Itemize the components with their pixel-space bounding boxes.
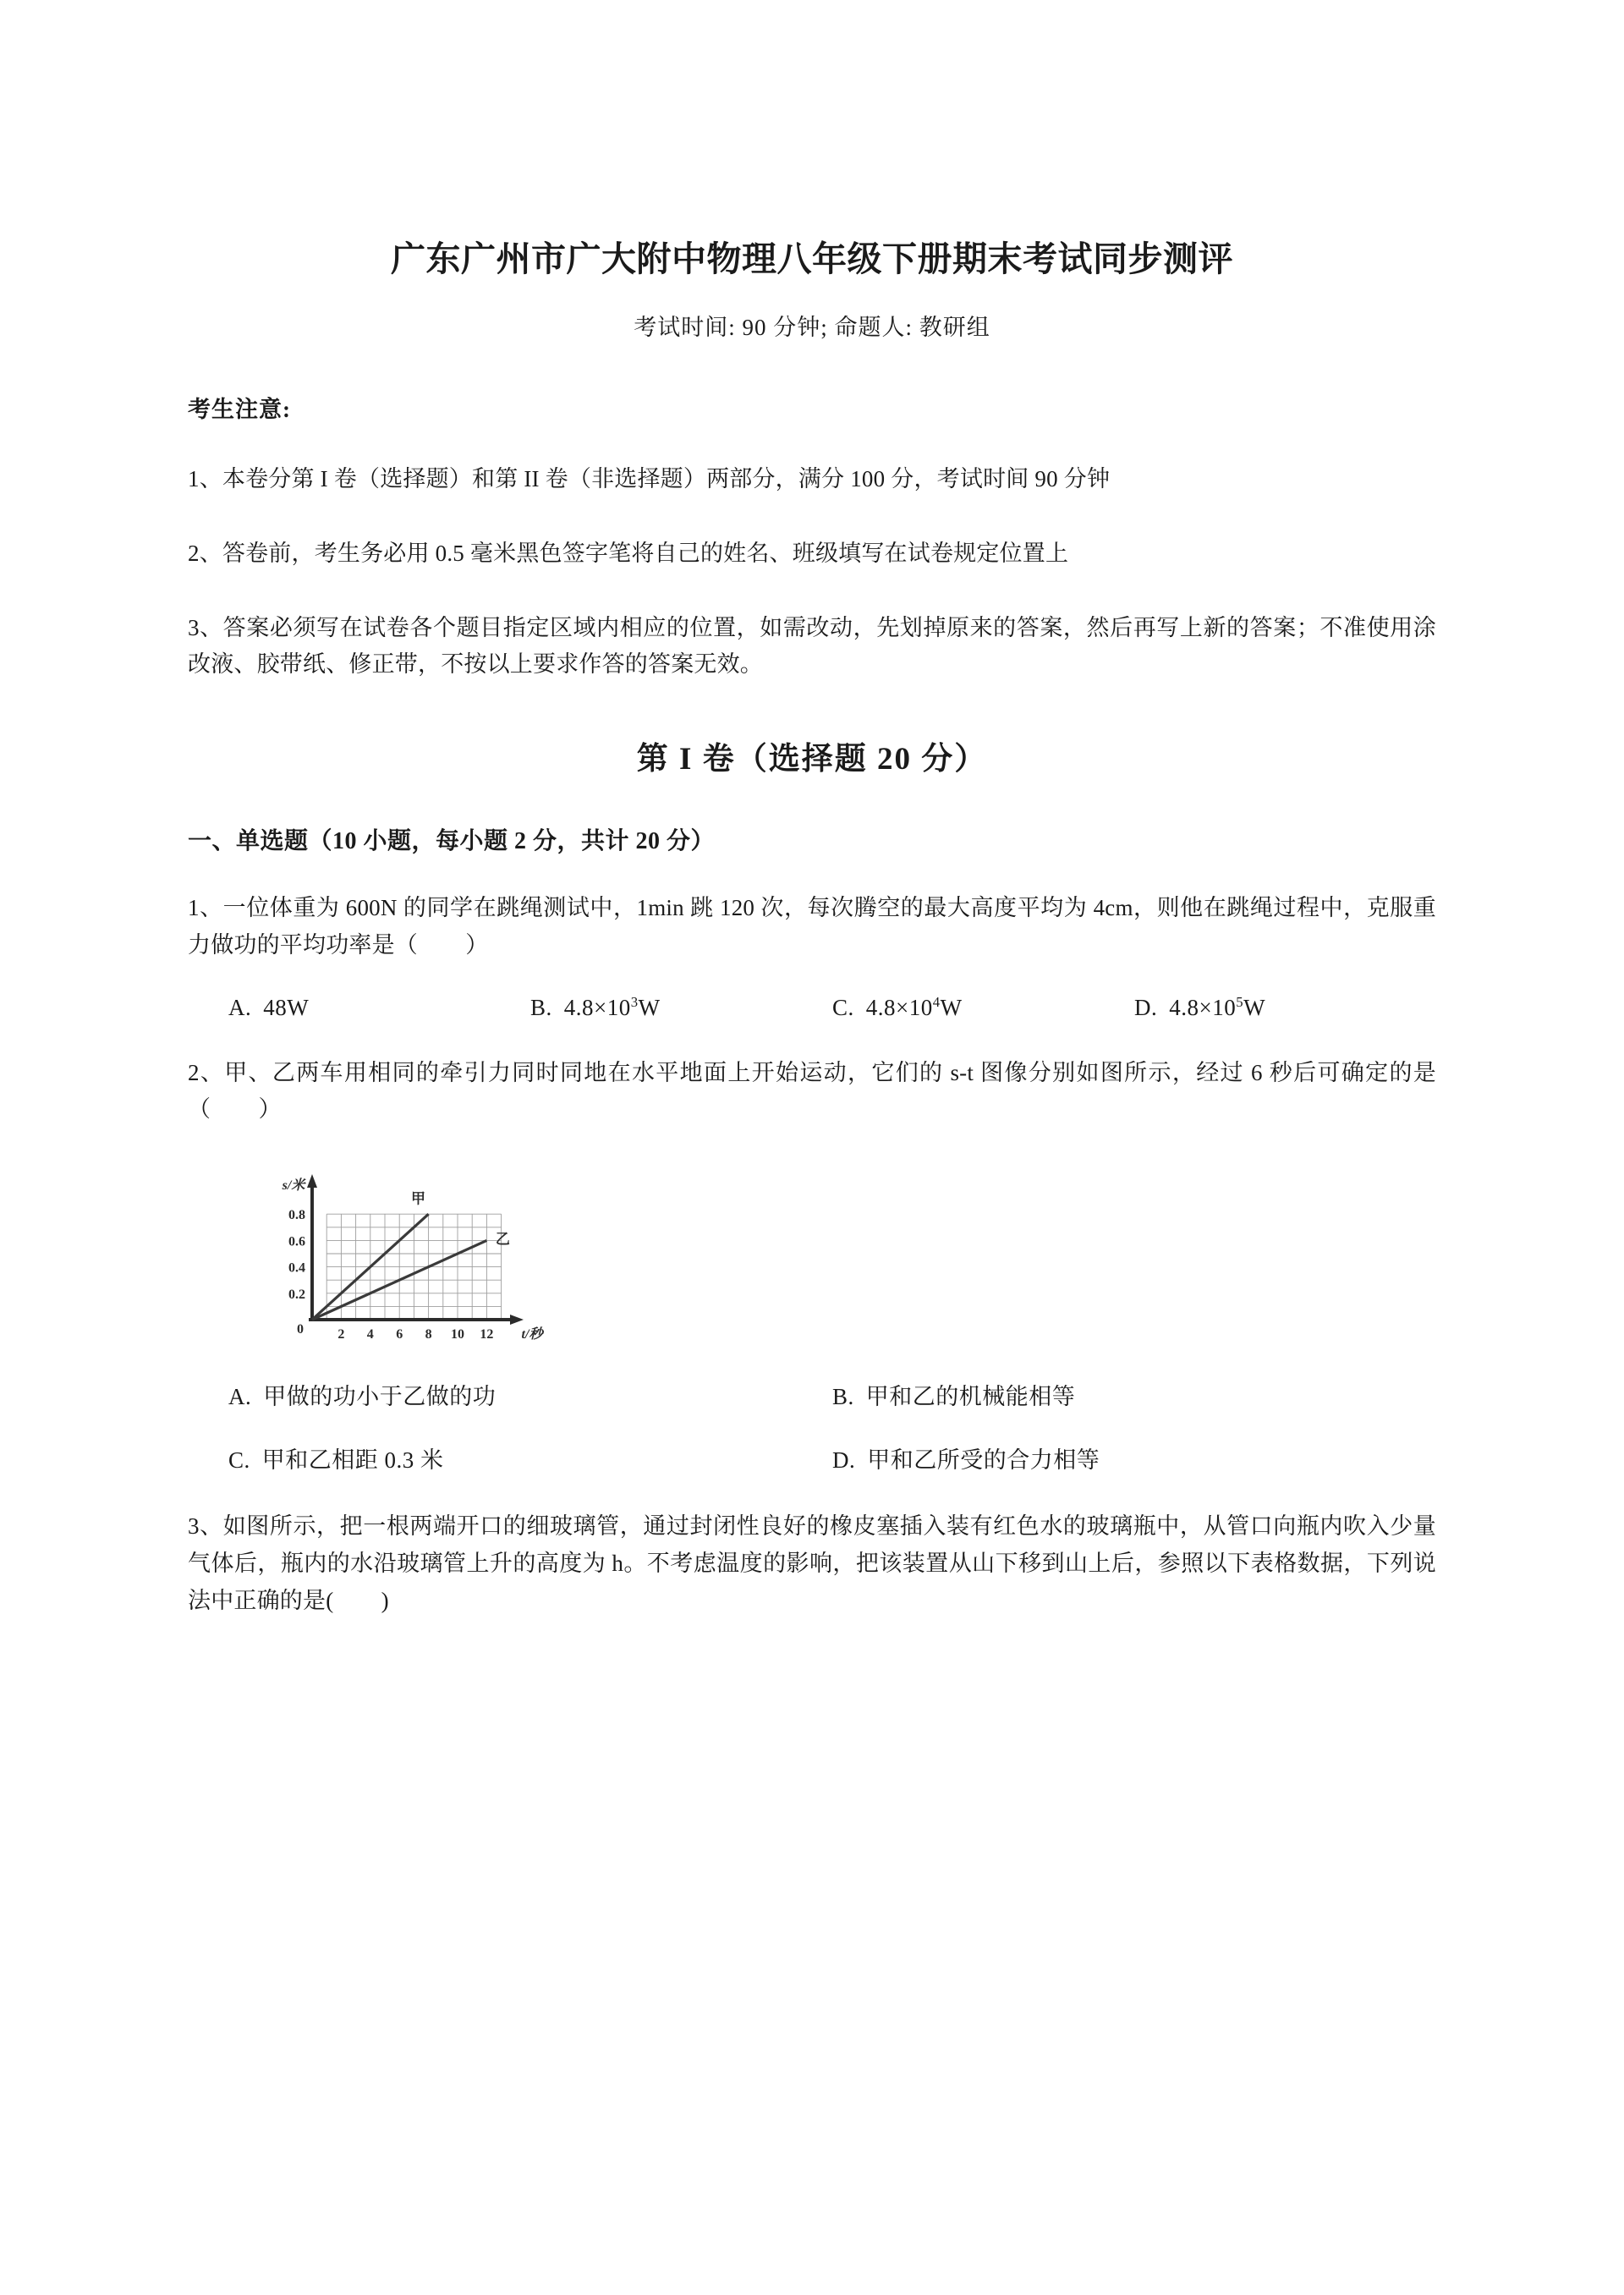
question-3-tail: ) — [381, 1587, 389, 1613]
y-tick-label: 0.4 — [288, 1260, 305, 1276]
question-2-text — [188, 1021, 1436, 1128]
option-1-b[interactable]: B. $4.8\times 10^3W$ — [530, 993, 661, 1020]
notice-item-1: 1、本卷分第 I 卷（选择题）和第 II 卷（非选择题）两部分，满分 100 分，考试时间 90 分钟 — [188, 466, 1111, 492]
x-tick-label: 8 — [425, 1327, 432, 1342]
candidate-notice-heading: 考生注意: — [188, 397, 291, 423]
question-2-body: 甲、乙两车用相同的牵引力同时同地在水平地面上开始运动，它们的 s-t 图像分别如图所示，经过 6 秒后可确定的是（ — [188, 1059, 1436, 1123]
page-title: 广东广州市广大附中物理八年级下册期末考试同步测评 — [391, 239, 1233, 278]
y-tick-label: 0.6 — [288, 1234, 305, 1249]
question-3-text — [188, 1474, 1436, 1619]
question-1-number: 1、 — [188, 895, 223, 921]
question-1-text — [188, 856, 1436, 964]
notice-item-3: 3、答案必须写在试卷各个题目指定区域内相应的位置，如需改动，先划掉原来的答案，然后再写上新的答案；不准使用涂改液、胶带纸、修正带，不按以上要求作答的答案无效。 — [188, 614, 1436, 678]
question-2-tail: ） — [258, 1096, 282, 1123]
question-2-figure — [188, 1128, 1436, 1348]
question-1-options — [188, 964, 1436, 1021]
series-label-jia: 甲 — [411, 1190, 426, 1207]
origin-label: 0 — [297, 1322, 304, 1337]
chart-gridlines — [326, 1214, 501, 1320]
st-graph-chart — [260, 1166, 551, 1348]
option-1-c[interactable]: C. $4.8\times 10^4W$ — [832, 993, 963, 1020]
option-1-a[interactable]: A. 48W — [228, 994, 310, 1020]
option-2-a[interactable]: A. 甲做的功小于乙做的功 — [228, 1384, 497, 1410]
option-2-c[interactable]: C. 甲和乙相距 0.3 米 — [228, 1447, 444, 1474]
x-tick-label: 6 — [396, 1327, 403, 1342]
x-tick-label: 10 — [451, 1327, 464, 1342]
exam-meta-subtitle: 考试时间: 90 分钟; 命题人: 教研组 — [634, 315, 990, 341]
question-2-number: 2、 — [188, 1059, 225, 1085]
option-2-b[interactable]: B. 甲和乙的机械能相等 — [832, 1384, 1076, 1410]
x-tick-label: 4 — [366, 1327, 374, 1342]
question-2-options-row-1 — [188, 1348, 1436, 1411]
question-2-options-row-2 — [188, 1411, 1436, 1474]
volume-heading: 第 I 卷（选择题 20 分） — [636, 742, 988, 777]
question-1-tail: ） — [465, 931, 489, 958]
x-tick-label: 12 — [480, 1327, 494, 1342]
y-tick-label: 0.8 — [288, 1208, 305, 1223]
section-heading: 一、单选题（10 小题，每小题 2 分，共计 20 分） — [188, 828, 716, 855]
y-axis-label: s/米 — [282, 1178, 305, 1194]
notice-item-2: 2、答卷前，考生务必用 0.5 毫米黑色签字笔将自己的姓名、班级填写在试卷规定位置上 — [188, 540, 1069, 566]
question-3-number: 3、 — [188, 1513, 223, 1540]
st-graph-svg — [260, 1166, 551, 1348]
option-2-d[interactable]: D. 甲和乙所受的合力相等 — [832, 1447, 1100, 1474]
question-3-body: 如图所示，把一根两端开口的细玻璃管，通过封闭性良好的橡皮塞插入装有红色水的玻璃瓶中，从管口向瓶内吹入少量气体后，瓶内的水沿玻璃管上升的高度为 h。不考虑温度的影响，把该装置从山下移到山上后，参照以下表格数据，下列说法中正确的是( — [188, 1513, 1436, 1613]
series-label-yi: 乙 — [495, 1231, 510, 1248]
option-1-d[interactable]: D. $4.8\times 10^5W$ — [1134, 993, 1266, 1020]
question-1-body: 一位体重为 600N 的同学在跳绳测试中，1min 跳 120 次，每次腾空的最大高度平均为 4cm，则他在跳绳过程中，克服重力做功的平均功率是（ — [188, 895, 1436, 958]
x-tick-label: 2 — [337, 1327, 345, 1342]
y-tick-label: 0.2 — [288, 1287, 305, 1302]
x-axis-label: t/秒 — [521, 1327, 543, 1342]
